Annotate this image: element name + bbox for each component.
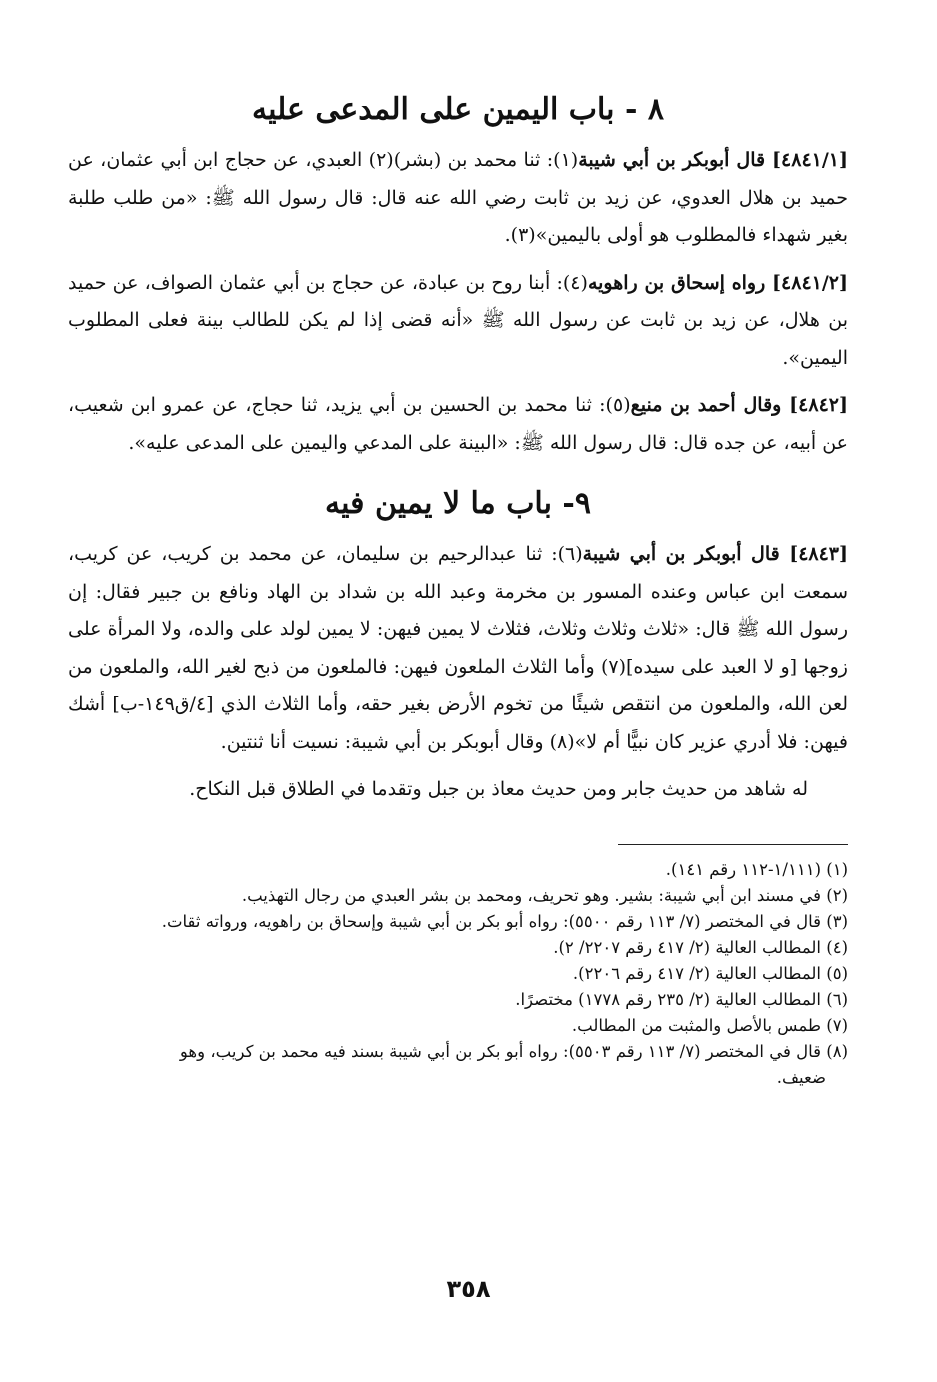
hadith-ref: [٤٨٤١/٢] xyxy=(772,271,848,294)
footnote-6 xyxy=(68,987,848,1013)
footnote-text: قال في المختصر (٧/ ١١٣ رقم ٥٥٠٠): رواه أبو بكر بن أبي شيبة وإسحاق بن راهويه، ورواته ثقات. xyxy=(161,912,821,931)
footnote-number: (٣) xyxy=(826,912,848,931)
footnote-number: (٨) xyxy=(826,1042,848,1061)
footnote-continuation: ضعيف. xyxy=(776,1068,826,1087)
footnote-7 xyxy=(68,1013,848,1039)
hadith-text: : أبنا روح بن عبادة، عن حجاج بن أبي عثمان الصواف، عن حميد بن هلال، عن زيد بن ثابت عن رسول الله ﷺ «أنه قضى إذا لم يكن للطالب بينة فعلى المطلوب اليمين». xyxy=(68,271,848,369)
footnote-text: في مسند ابن أبي شيبة: بشير. وهو تحريف، ومحمد بن بشر العبدي من رجال التهذيب. xyxy=(241,886,821,905)
footnote-text: المطالب العالية (٢/ ٤١٧ رقم ٢٢٠٧/ ٢). xyxy=(553,938,821,957)
footnote-text: (١/١١١-١١٢ رقم ١٤١). xyxy=(665,860,821,879)
hadith-text: : ثنا محمد بن الحسين بن أبي يزيد، ثنا حجاج، عن عمرو ابن شعيب، عن أبيه، عن جده قال: قال رسول الله ﷺ: «البينة على المدعي واليمين على المدعى عليه». xyxy=(68,394,848,454)
footnote-1 xyxy=(68,857,848,883)
footnote-number: (١) xyxy=(826,860,848,879)
footnote-marker: (٦) xyxy=(557,543,583,565)
hadith-ref: [٤٨٤٢] xyxy=(789,394,848,416)
footnote-text: المطالب العالية (٢/ ٤١٧ رقم ٢٢٠٦). xyxy=(572,964,821,983)
hadith-narrator: قال أبوبكر بن أبي شيبة xyxy=(582,543,790,565)
footnote-number: (٤) xyxy=(826,938,848,957)
hadith-4843 xyxy=(68,536,848,761)
hadith-ref: [٤٨٤٣] xyxy=(789,543,849,565)
page-number: ٣٥٨ xyxy=(446,1275,491,1303)
chapter-title-8: ٨ - باب اليمين على المدعى عليه xyxy=(251,92,664,127)
hadith-4841-2 xyxy=(68,265,848,378)
footnote-4 xyxy=(68,935,848,961)
footnote-marker: (٥) xyxy=(605,394,631,416)
footnote-text: قال في المختصر (٧/ ١١٣ رقم ٥٥٠٣): رواه أبو بكر بن أبي شيبة بسند فيه محمد بن كريب، وهو xyxy=(179,1042,821,1061)
page-body xyxy=(68,90,848,1091)
footnote-number: (٢) xyxy=(826,886,848,905)
footnote-number: (٦) xyxy=(826,990,848,1009)
hadith-text: : ثنا عبدالرحيم بن سليمان، عن محمد بن كريب، عن كريب، سمعت ابن عباس وعنده المسور بن مخرمة وعبد الله بن شداد بن الهاد ونافع بن جبير فقال: إن رسول الله ﷺ قال: «ثلاث وثلاث وثلاث، فثلاث لا يمين فيهن: لا يمين لولد على والده، ولا المرأة على زوجها [و لا العبد على سيده](٧) وأما الثلاث الملعون فيهن: فالملعون من ذبح لغير الله، والملعون من لعن الله، والملعون من انتقص شيئًا من تخوم الأرض بغير حقه، وأما الثلاث الذي [٤/ق١٤٩-ب] أشك فيهن: فلا أدري عزير كان نبيًّا أم لا»(٨) وقال أبوبكر بن أبي شيبة: نسيت أنا ثنتين. xyxy=(68,543,849,753)
footnote-8 xyxy=(68,1039,848,1091)
hadith-4841-1 xyxy=(68,142,848,255)
hadith-narrator: قال أبوبكر بن أبي شيبة xyxy=(578,149,773,171)
footnote-number: (٥) xyxy=(826,964,848,983)
footnote-2 xyxy=(68,883,848,909)
footnote-5 xyxy=(68,961,848,987)
footnote-marker: (١) xyxy=(553,149,579,171)
hadith-text: : ثنا محمد بن (بشر)(٢) العبدي، عن حجاج ابن أبي عثمان، عن حميد بن هلال العدوي، عن زيد بن ثابت رضي الله عنه قال: قال رسول الله ﷺ: «من طلب طلبة بغير شهداء فالمطلوب هو أولى باليمين»(٣). xyxy=(68,149,848,246)
footnote-text: المطالب العالية (٢/ ٢٣٥ رقم ١٧٧٨) مختصرًا. xyxy=(515,990,821,1009)
hadith-narrator: وقال أحمد بن منيع xyxy=(630,394,790,416)
footnote-divider xyxy=(618,844,848,845)
hadith-narrator: رواه إسحاق بن راهويه xyxy=(587,271,773,294)
footnote-marker: (٤) xyxy=(562,271,588,294)
hadith-4842 xyxy=(68,387,848,462)
footnotes xyxy=(68,857,848,1091)
editor-note: له شاهد من حديث جابر ومن حديث معاذ بن جبل وتقدما في الطلاق قبل النكاح. xyxy=(189,778,808,800)
chapter-title-9: ٩- باب ما لا يمين فيه xyxy=(325,486,591,521)
hadith-ref: [٤٨٤١/١] xyxy=(772,149,849,171)
footnote-number: (٧) xyxy=(826,1016,848,1035)
footnote-3 xyxy=(68,909,848,935)
footnote-text: طمس بالأصل والمثبت من المطالب. xyxy=(571,1016,821,1035)
